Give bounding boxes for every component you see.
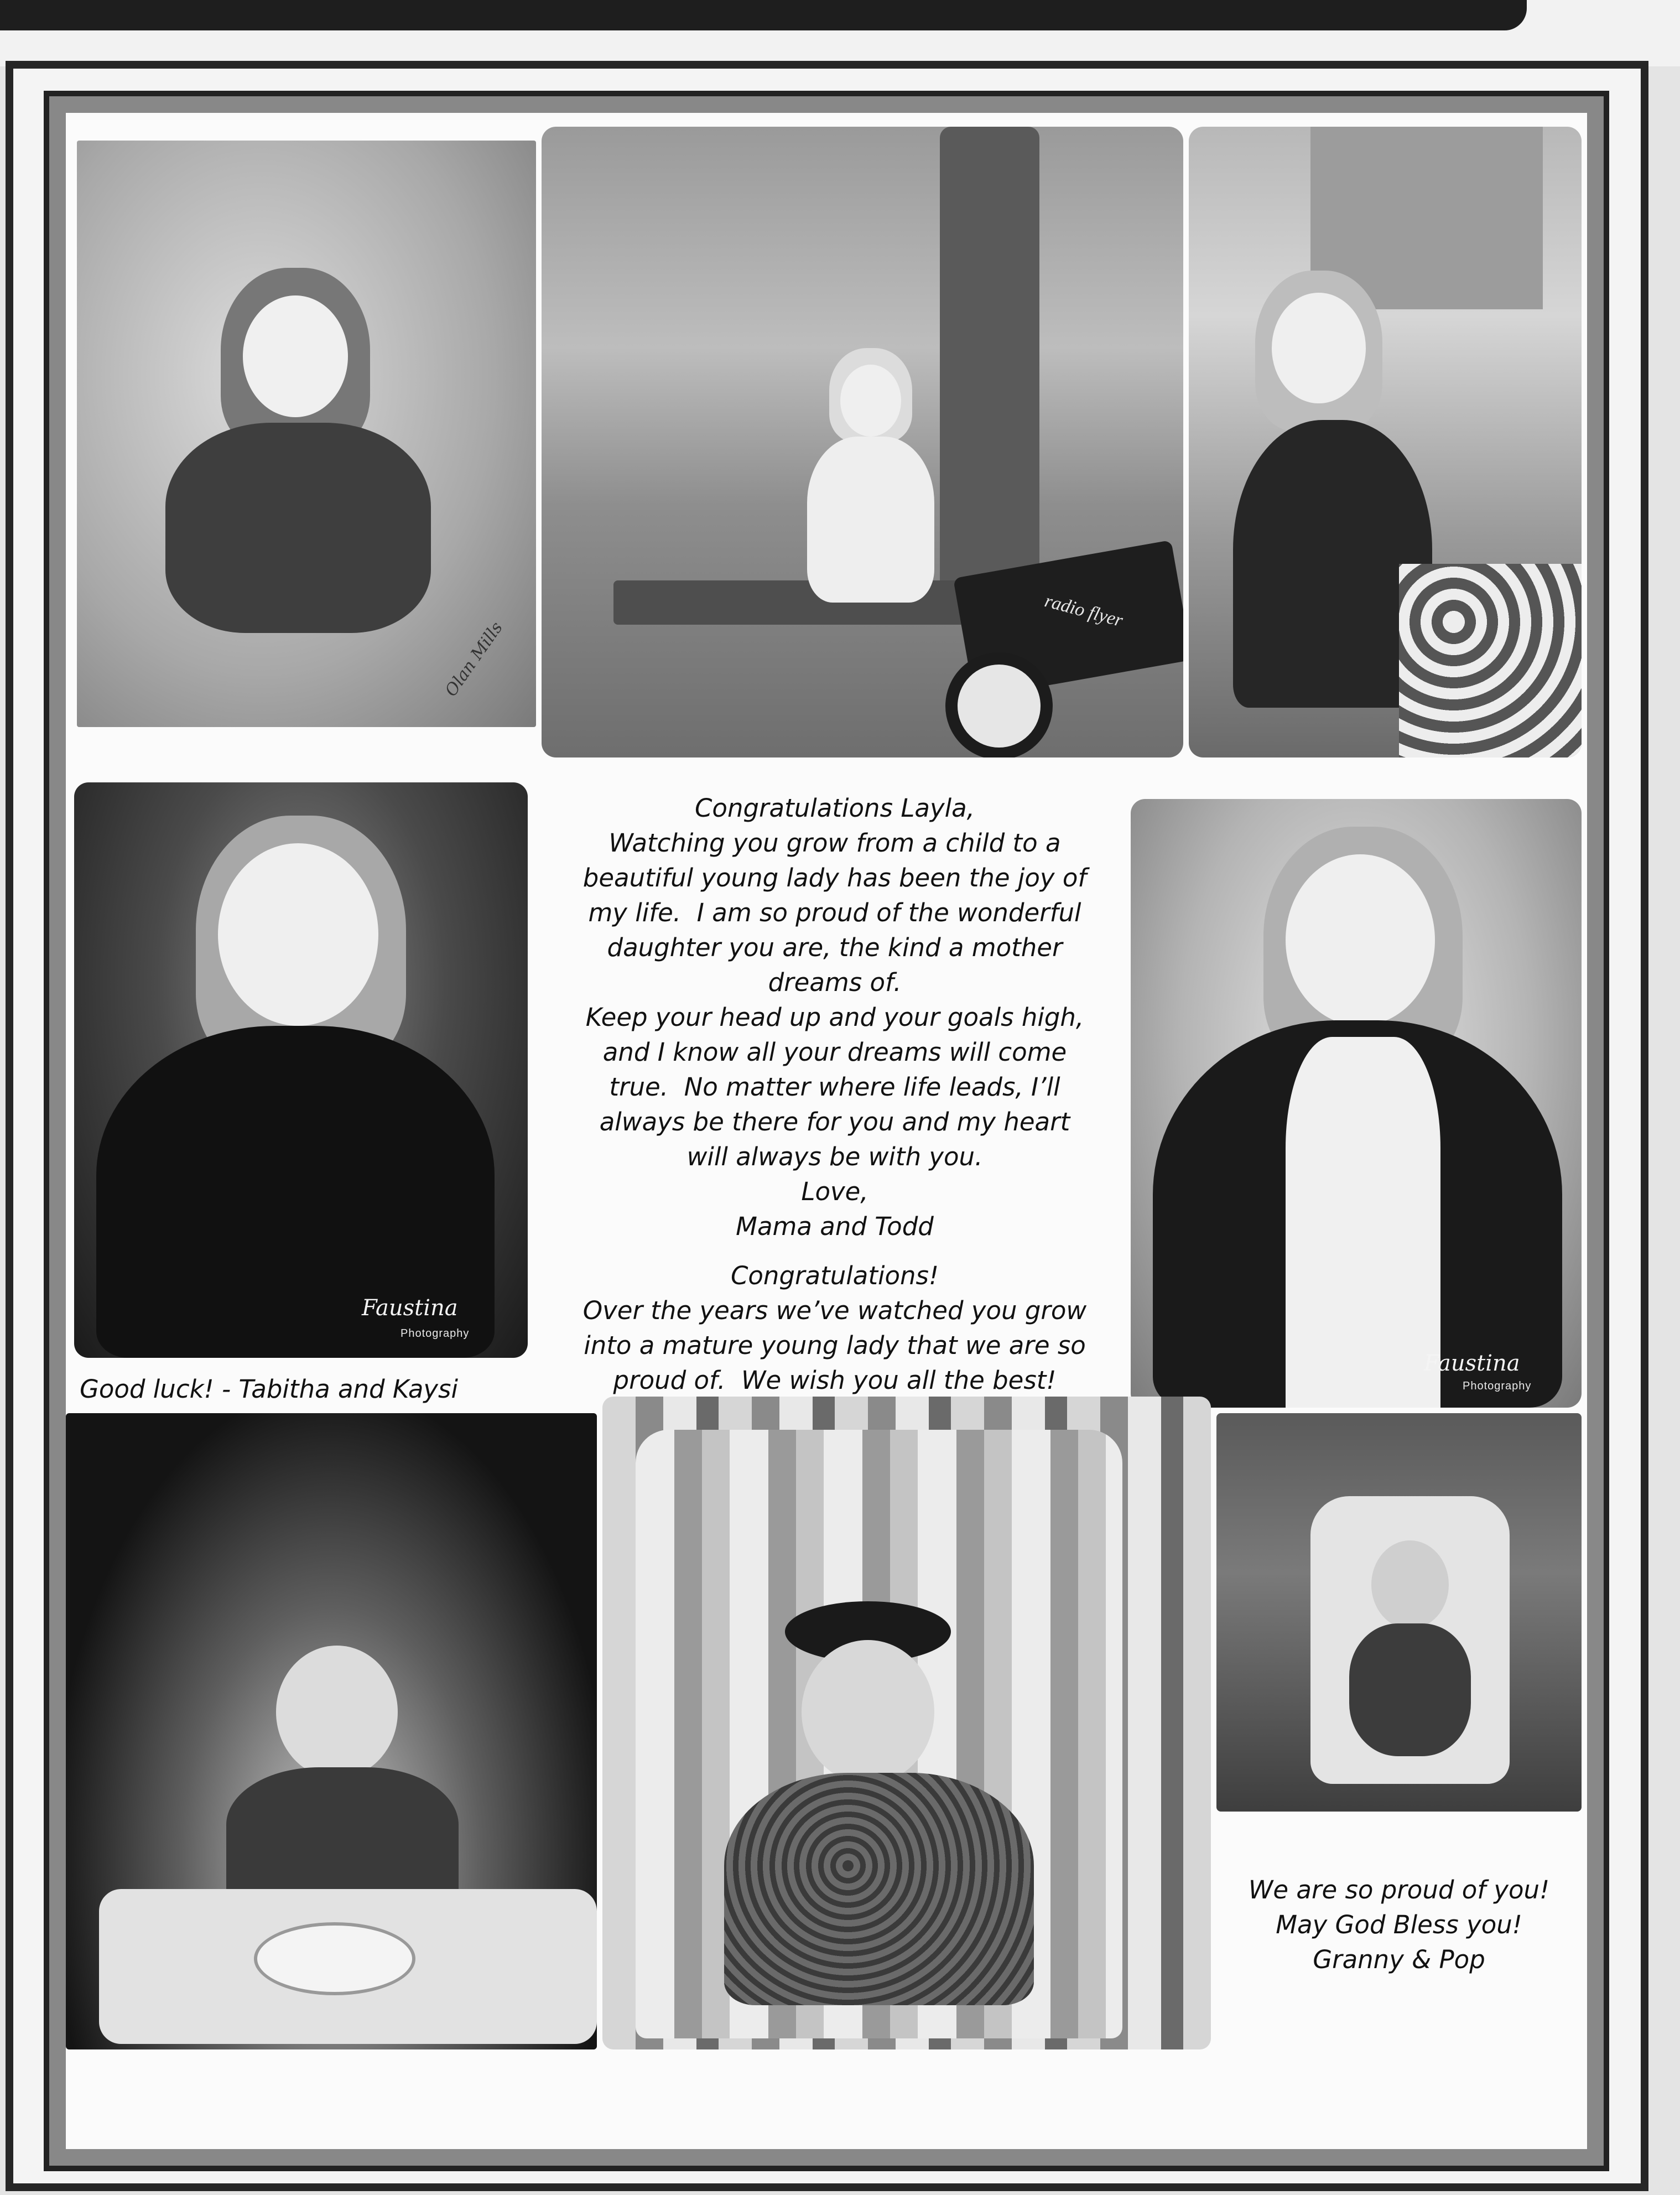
photographer-studio: Photography bbox=[1463, 1380, 1532, 1392]
cat-costume-photo bbox=[602, 1397, 1211, 2049]
gray-border bbox=[44, 91, 1609, 2171]
senior-portrait-left bbox=[74, 782, 528, 1358]
message-line: my life. I am so proud of the wonderful bbox=[588, 898, 1081, 927]
leopard-costume bbox=[724, 1773, 1034, 2005]
content-panel bbox=[66, 113, 1587, 2149]
message-line: Love, bbox=[801, 1177, 868, 1206]
message-line: We are so proud of you! bbox=[1248, 1875, 1550, 1905]
message-line: beautiful young lady has been the joy of bbox=[582, 863, 1087, 892]
outdoor-wagon-photo bbox=[542, 127, 1183, 757]
infant-outfit bbox=[1349, 1623, 1471, 1756]
message-line: Watching you grow from a child to a bbox=[608, 828, 1061, 858]
message-line: Congratulations! bbox=[730, 1261, 939, 1290]
message-line: will always be with you. bbox=[686, 1142, 983, 1171]
child-indoor-photo bbox=[1189, 127, 1582, 757]
child-face bbox=[243, 295, 348, 417]
child-face bbox=[1272, 293, 1366, 403]
message-from-grandparents bbox=[1222, 1872, 1576, 1977]
photographer-signature: Faustina bbox=[1424, 1351, 1520, 1376]
baby-highchair-photo bbox=[66, 1413, 597, 2049]
wagon-wheel bbox=[945, 652, 1053, 757]
tree-trunk bbox=[940, 127, 1039, 603]
child-painted-face bbox=[802, 1640, 934, 1784]
studio-signature: Olan Mills bbox=[441, 618, 507, 700]
message-line: Congratulations Layla, bbox=[695, 793, 975, 823]
message-line: into a mature young lady that we are so bbox=[584, 1331, 1086, 1360]
message-line: Granny & Pop bbox=[1313, 1945, 1485, 1974]
message-line: true. No matter where life leads, I’ll bbox=[609, 1072, 1060, 1102]
baby-face bbox=[276, 1646, 398, 1778]
girl-face bbox=[218, 843, 378, 1026]
message-line: Mama and Todd bbox=[736, 1212, 934, 1241]
yearbook-page bbox=[6, 61, 1648, 2191]
garden-border-timber bbox=[613, 580, 1001, 625]
message-from-sisters: Good luck! - Tabitha and Kaysi bbox=[80, 1374, 458, 1404]
message-from-mama bbox=[542, 791, 1128, 1244]
wagon-brand-label: radio flyer bbox=[1042, 590, 1125, 631]
photographer-studio: Photography bbox=[401, 1327, 470, 1340]
message-line: Over the years we’ve watched you grow bbox=[582, 1296, 1087, 1325]
photographer-signature: Faustina bbox=[362, 1295, 458, 1321]
message-line: daughter you are, the kind a mother bbox=[607, 933, 1063, 962]
infant-car-seat-photo bbox=[1216, 1413, 1582, 1812]
message-line: Keep your head up and your goals high, bbox=[585, 1003, 1084, 1032]
child-dress bbox=[165, 423, 431, 633]
message-line: proud of. We wish you all the best! bbox=[613, 1366, 1057, 1395]
message-line: May God Bless you! bbox=[1276, 1910, 1522, 1939]
message-line: always be there for you and my heart bbox=[599, 1107, 1070, 1137]
message-line: dreams of. bbox=[768, 968, 902, 997]
patterned-cushion bbox=[1399, 564, 1582, 757]
message-line: and I know all your dreams will come bbox=[602, 1037, 1067, 1067]
child-face bbox=[840, 365, 901, 437]
toddler-studio-portrait bbox=[77, 141, 536, 727]
facing-page-edge bbox=[0, 0, 1527, 30]
girl-white-top bbox=[1286, 1037, 1440, 1408]
food-bowl bbox=[254, 1922, 415, 1995]
infant-face bbox=[1371, 1540, 1449, 1629]
senior-portrait-right bbox=[1131, 799, 1582, 1408]
child-body bbox=[807, 437, 934, 603]
girl-face bbox=[1286, 854, 1435, 1026]
